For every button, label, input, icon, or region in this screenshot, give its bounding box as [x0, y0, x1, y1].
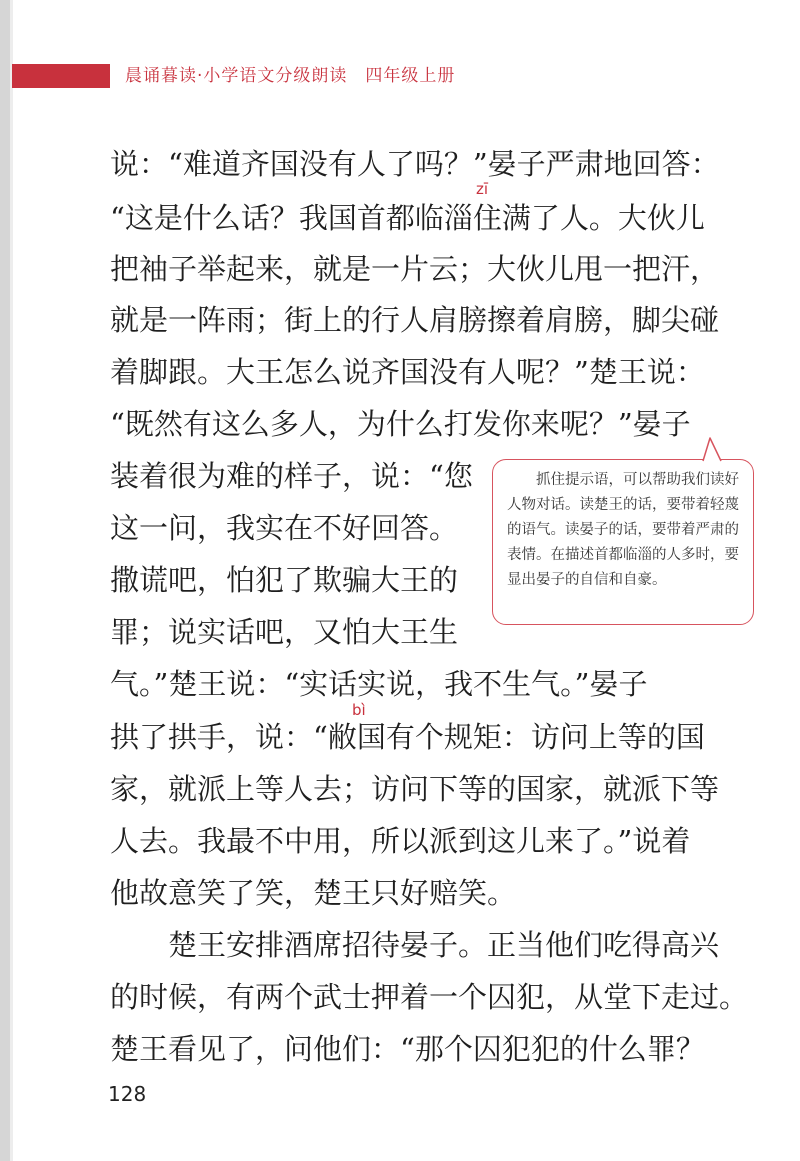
body-line-9: 撒谎吧，怕犯了欺骗大王的 [110, 563, 459, 597]
book-spine-shadow [0, 0, 10, 1161]
body-line-12: 拱了拱手，说：“敝国有个规矩：访问上等的国 [110, 720, 705, 754]
pinyin-zi: zī [476, 180, 489, 198]
body-line-11: 气。”楚王说：“实话实说，我不生气。”晏子 [110, 667, 648, 701]
page-number: 128 [108, 1082, 147, 1106]
reading-tip-pointer [700, 436, 724, 462]
volume-label: 四年级上册 [365, 66, 456, 86]
body-line-7: 装着很为难的样子，说：“您 [110, 459, 473, 493]
body-line-6: “既然有这么多人，为什么打发你来呢？”晏子 [110, 407, 691, 441]
reading-tip-box [492, 459, 754, 625]
body-line-13: 家，就派上等人去；访问下等的国家，就派下等 [110, 772, 720, 806]
body-line-5: 着脚跟。大王怎么说齐国没有人呢？”楚王说： [110, 355, 705, 389]
body-line-15: 他故意笑了笑，楚王只好赔笑。 [110, 876, 517, 910]
body-line-18: 楚王看见了，问他们：“那个囚犯犯的什么罪？ [110, 1032, 705, 1066]
series-title: 晨诵暮读·小学语文分级朗读 [125, 66, 348, 86]
book-spine-edge [10, 0, 13, 1161]
running-header [125, 64, 455, 88]
pinyin-bi: bì [352, 701, 366, 719]
body-line-17: 的时候，有两个武士押着一个囚犯，从堂下走过。 [110, 980, 749, 1014]
body-line-3: 把袖子举起来，就是一片云；大伙儿甩一把汗， [110, 252, 720, 286]
body-line-4: 就是一阵雨；街上的行人肩膀擦着肩膀，脚尖碰 [110, 303, 720, 337]
body-line-14: 人去。我最不中用，所以派到这儿来了。”说着 [110, 824, 691, 858]
header-accent-bar [12, 64, 110, 88]
reading-tip-text: 抓住提示语，可以帮助我们读好人物对话。读楚王的话，要带着轻蔑的语气。读晏子的话，要带着严肃的表情。在描述首都临淄的人多时，要显出晏子的自信和自豪。 [507, 472, 739, 588]
body-line-10: 罪；说实话吧，又怕大王生 [110, 615, 459, 649]
body-line-16: 楚王安排酒席招待晏子。正当他们吃得高兴 [110, 928, 720, 962]
body-line-1: 说：“难道齐国没有人了吗？”晏子严肃地回答： [110, 147, 720, 181]
body-line-2: “这是什么话？我国首都临淄住满了人。大伙儿 [110, 201, 705, 235]
body-line-8: 这一问，我实在不好回答。 [110, 511, 459, 545]
